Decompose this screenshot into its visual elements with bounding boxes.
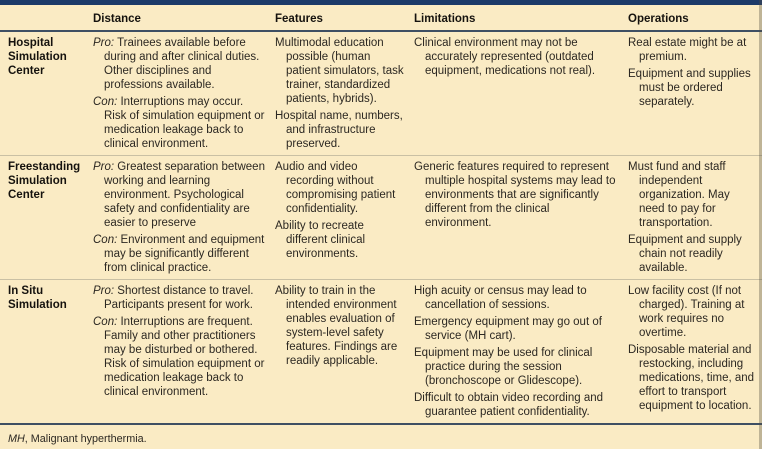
paragraph-text: Greatest separation between working and learning environment. Psychological safety and confidentiality are easier to preserve	[104, 161, 265, 229]
cell-features	[275, 160, 414, 275]
cell-operations	[628, 284, 757, 419]
header-cell-limitations: Limitations	[414, 13, 476, 25]
cell-operations	[628, 160, 757, 275]
cell-paragraph: Clinical environment may not be accurately represented (outdated equipment, medications not real).	[414, 37, 596, 77]
cell-paragraph: Audio and video recording without compromising patient confidentiality.	[275, 161, 396, 215]
cell-paragraph: Emergency equipment may go out of service (MH cart).	[414, 316, 602, 342]
cell-paragraph	[93, 36, 265, 92]
header-cell-operations: Operations	[628, 13, 689, 25]
cell-paragraph: Ability to train in the intended environment enables evaluation of system-level safety features. Findings are readily applicable.	[275, 285, 398, 367]
header-cell-distance: Distance	[93, 13, 141, 25]
abbreviation-term: MH	[8, 433, 25, 445]
cell-paragraph: Equipment may be used for clinical practice during the session (bronchoscope or Glidescope).	[414, 347, 593, 387]
con-label: Con:	[93, 234, 118, 246]
cell-limitations	[414, 160, 628, 275]
header-cell-empty	[8, 12, 93, 26]
row-label: Hospital Simulation Center	[8, 37, 67, 77]
con-label: Con:	[93, 96, 118, 108]
table-header-row	[0, 5, 762, 32]
cell-paragraph	[93, 284, 265, 312]
cell-operations	[628, 36, 757, 151]
cell-paragraph: Equipment and supplies must be ordered separately.	[628, 68, 751, 108]
cell-paragraph: Hospital name, numbers, and infrastructure preserved.	[275, 110, 403, 150]
cell-paragraph	[93, 160, 265, 230]
paragraph-text: Shortest distance to travel. Participants present for work.	[104, 285, 254, 311]
cell-paragraph	[93, 233, 265, 275]
pro-label: Pro:	[93, 37, 115, 49]
cell-limitations	[414, 284, 628, 419]
paragraph-text: Interruptions may occur. Risk of simulation equipment or medication leakage back to clinical environment.	[104, 96, 265, 150]
pro-label: Pro:	[93, 285, 115, 297]
table-footnote	[0, 425, 762, 446]
cell-paragraph: Multimodal education possible (human patient simulators, task trainer, standardized patients, hybrids).	[275, 37, 404, 105]
header-cell-features: Features	[275, 13, 323, 25]
cell-paragraph: Low facility cost (If not charged). Training at work requires no overtime.	[628, 285, 745, 339]
row-label: In Situ Simulation	[8, 285, 67, 311]
paragraph-text: Interruptions are frequent. Family and other practitioners may be disturbed or bothered. Risk of simulation equipment or medication leakage back to clinical environment.	[104, 316, 265, 398]
cell-distance	[93, 160, 275, 275]
pro-label: Pro:	[93, 161, 115, 173]
cell-paragraph: Disposable material and restocking, including medications, time, and effort to transport equipment to location.	[628, 344, 755, 412]
cell-paragraph: Real estate might be at premium.	[628, 37, 747, 63]
cell-limitations	[414, 36, 628, 151]
cell-paragraph	[93, 315, 265, 399]
cell-paragraph: Equipment and supply chain not readily available.	[628, 234, 742, 274]
cell-distance	[93, 284, 275, 419]
cell-features	[275, 36, 414, 151]
cell-paragraph	[93, 95, 265, 151]
cell-paragraph: Ability to recreate different clinical environments.	[275, 220, 366, 260]
cell-paragraph: Must fund and staff independent organization. May need to pay for transportation.	[628, 161, 730, 229]
table-row-freestanding-simulation-center	[0, 155, 762, 279]
paragraph-text: Trainees available before during and after clinical duties. Other disciplines and professions available.	[104, 37, 260, 91]
table-row-in-situ-simulation	[0, 279, 762, 423]
table-row-hospital-simulation-center	[0, 32, 762, 155]
con-label: Con:	[93, 316, 118, 328]
paragraph-text: Environment and equipment may be significantly different from clinical practice.	[104, 234, 265, 274]
row-label: Freestanding Simulation Center	[8, 161, 81, 201]
abbreviation-definition: , Malignant hyperthermia.	[24, 433, 147, 445]
cell-paragraph: High acuity or census may lead to cancellation of sessions.	[414, 285, 587, 311]
cell-paragraph: Difficult to obtain video recording and guarantee patient confidentiality.	[414, 392, 604, 418]
cell-distance	[93, 36, 275, 151]
cell-paragraph: Generic features required to represent multiple hospital systems may lead to environments that are significantly different from the clinical environment.	[414, 161, 616, 229]
cell-features	[275, 284, 414, 419]
